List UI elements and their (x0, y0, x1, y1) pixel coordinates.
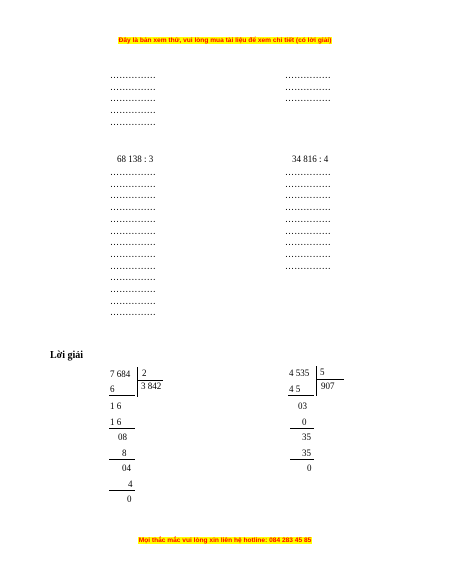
dividend: 7 684 (110, 369, 131, 379)
step-remainder: 03 (298, 401, 307, 411)
answer-line: …………… (110, 167, 156, 177)
subtraction-line (288, 395, 314, 396)
step-product: 0 (302, 417, 307, 427)
answer-line: …………… (110, 295, 156, 306)
subtraction-line (109, 490, 135, 491)
quotient: 907 (321, 381, 335, 391)
step-product: 6 (110, 384, 115, 394)
step-product: 4 (128, 479, 133, 489)
hotline-notice-text: Mọi thắc mắc vui lòng xin liên hệ hotline: 084 283 45 85 (138, 537, 312, 544)
answer-lines-col1-top (110, 70, 156, 129)
answer-line: …………… (285, 70, 331, 80)
answer-line: …………… (285, 248, 331, 259)
answer-lines-col1 (110, 167, 156, 319)
answer-line: …………… (285, 190, 331, 201)
step-product: 1 6 (110, 417, 122, 427)
subtraction-line (290, 428, 314, 429)
division-bracket-vertical (316, 366, 317, 396)
step-product: 4 5 (289, 384, 301, 394)
answer-line: …………… (110, 81, 156, 92)
answer-line: …………… (285, 93, 331, 104)
solution-heading: Lời giải (50, 350, 84, 361)
answer-line: …………… (285, 213, 331, 224)
step-remainder: 1 6 (110, 401, 122, 411)
answer-line: …………… (110, 260, 156, 271)
subtraction-line (109, 395, 135, 396)
answer-line: …………… (110, 93, 156, 104)
answer-line: …………… (285, 202, 331, 213)
answer-line: …………… (110, 237, 156, 248)
hotline-notice-banner (0, 537, 450, 544)
answer-line: …………… (110, 272, 156, 283)
answer-line: …………… (110, 70, 156, 80)
step-remainder: 04 (122, 463, 131, 473)
quotient: 3 842 (141, 381, 162, 391)
step-remainder: 08 (118, 432, 127, 442)
answer-line: …………… (285, 237, 331, 248)
answer-lines-col2-top (285, 70, 331, 105)
answer-line: …………… (285, 178, 331, 189)
answer-line: …………… (110, 284, 156, 295)
step-product: 8 (122, 448, 127, 458)
answer-line: …………… (110, 202, 156, 213)
answer-line: …………… (110, 248, 156, 259)
problem-68138-div-3: 68 138 : 3 (117, 154, 154, 164)
answer-line: …………… (285, 167, 331, 177)
answer-line: …………… (110, 213, 156, 224)
answer-line: …………… (110, 105, 156, 116)
answer-line: …………… (110, 307, 156, 318)
final-remainder: 0 (127, 494, 132, 504)
subtraction-line (109, 459, 135, 460)
final-remainder: 0 (307, 463, 312, 473)
divisor: 5 (320, 367, 325, 377)
preview-notice-banner (0, 37, 450, 44)
answer-line: …………… (110, 225, 156, 236)
answer-line: …………… (285, 260, 331, 271)
problem-34816-div-4: 34 816 : 4 (292, 154, 329, 164)
division-bracket-vertical (137, 367, 138, 397)
answer-line: …………… (285, 225, 331, 236)
step-remainder: 35 (302, 432, 311, 442)
answer-lines-col2 (285, 167, 331, 272)
division-bracket-horizontal (316, 379, 344, 380)
dividend: 4 535 (289, 368, 310, 378)
step-product: 35 (302, 448, 311, 458)
preview-notice-text: Đây là bản xem thử, vui lòng mua tài liệu để xem chi tiết (có lời giải) (118, 37, 332, 44)
answer-line: …………… (110, 190, 156, 201)
answer-line: …………… (110, 178, 156, 189)
answer-line: …………… (110, 116, 156, 127)
answer-line: …………… (285, 81, 331, 92)
subtraction-line (290, 459, 314, 460)
divisor: 2 (142, 368, 147, 378)
subtraction-line (109, 428, 135, 429)
